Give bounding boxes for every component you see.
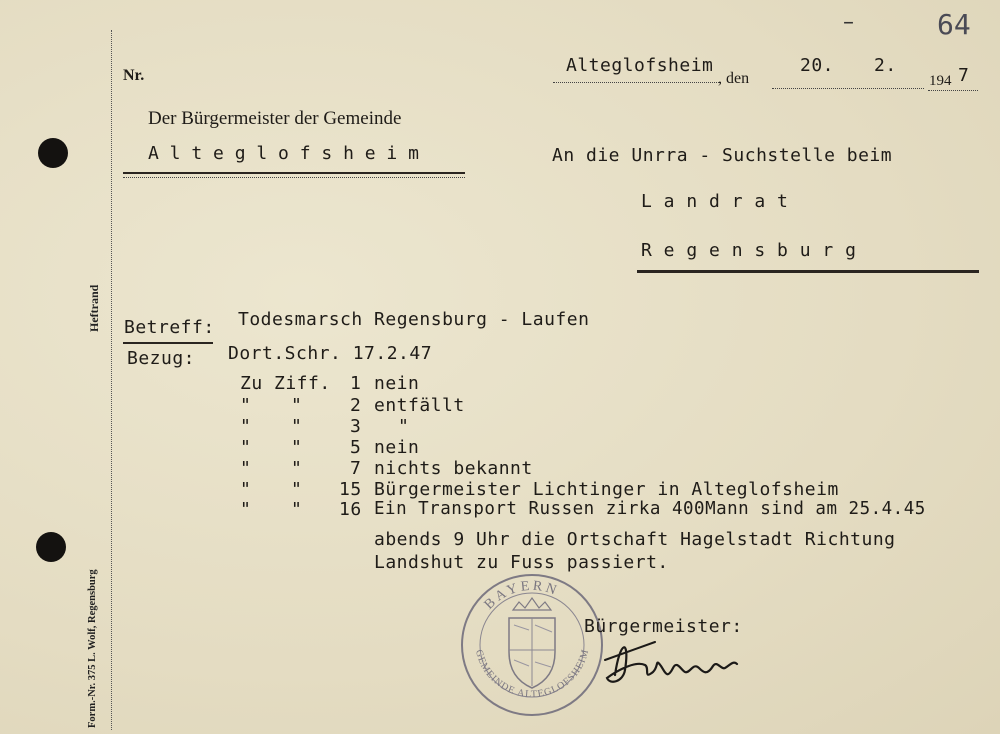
punch-hole-icon: [38, 138, 68, 168]
den-label: , den: [718, 70, 750, 87]
place-dotted-line: [553, 82, 721, 83]
item-col1: ": [240, 499, 252, 520]
betreff-value: Todesmarsch Regensburg - Laufen: [238, 309, 590, 330]
sender-underline: [123, 172, 465, 174]
item-col2: ": [291, 479, 303, 500]
archive-mark: –: [843, 10, 854, 35]
item-text: entfällt: [374, 395, 465, 416]
recipient-underline: [637, 270, 979, 273]
item-text: Ein Transport Russen zirka 400Mann sind am 25.4.45: [374, 499, 926, 519]
year-dotted-line: [928, 90, 978, 91]
sender-dotted-underline: [123, 177, 465, 178]
item-col2: ": [291, 437, 303, 458]
handwritten-signature-icon: [595, 630, 745, 690]
recipient-line1: An die Unrra - Suchstelle beim: [552, 145, 893, 166]
stamp-top-text: BAYERN: [481, 578, 562, 613]
stamp-ring-text: GEMEINDE ALTEGLOFSHEIM: [472, 647, 592, 701]
item-text: ": [398, 416, 410, 437]
item-col1: Zu: [240, 373, 263, 394]
sender-municipality: A l t e g l o f s h e i m: [148, 143, 419, 164]
betreff-underline: [123, 342, 213, 344]
item-text: Bürgermeister Lichtinger in Alteglofsheim: [374, 479, 839, 500]
year-suffix: 7: [958, 65, 969, 86]
place-name: Alteglofsheim: [566, 55, 714, 76]
date-dotted-line: [772, 88, 924, 89]
item-col2: ": [291, 395, 303, 416]
item-col2: ": [291, 458, 303, 479]
item-col1: ": [240, 395, 252, 416]
form-info-label: Form.-Nr. 375 L. Wolf, Regensburg: [87, 569, 98, 728]
sender-title: Der Bürgermeister der Gemeinde: [148, 108, 402, 129]
recipient-line3: R e g e n s b u r g: [641, 240, 857, 261]
item-number: 5: [350, 437, 362, 458]
item-number: 7: [350, 458, 362, 479]
archive-number: 64: [937, 8, 971, 41]
item-number: 3: [350, 416, 362, 437]
item-col2: ": [291, 499, 303, 520]
bezug-label: Bezug:: [127, 348, 196, 369]
date-day: 20.: [800, 55, 835, 76]
heftrand-label: Heftrand: [87, 284, 101, 332]
date-month: 2.: [874, 55, 897, 76]
item-col1: ": [240, 479, 252, 500]
item-col1: ": [240, 416, 252, 437]
item-number: 15: [339, 479, 362, 500]
recipient-line2: L a n d r a t: [641, 191, 789, 212]
continuation-line2: Landshut zu Fuss passiert.: [374, 552, 669, 573]
year-prefix: 194: [929, 73, 952, 89]
betreff-label: Betreff:: [124, 317, 215, 338]
item-col1: ": [240, 458, 252, 479]
item-col1: ": [240, 437, 252, 458]
item-number: 1: [350, 373, 362, 394]
bezug-value: Dort.Schr. 17.2.47: [228, 343, 433, 364]
nr-label: Nr.: [123, 67, 145, 84]
item-text: nein: [374, 437, 420, 458]
item-number: 2: [350, 395, 362, 416]
punch-hole-icon: [36, 532, 66, 562]
coat-of-arms-seal-icon: [457, 570, 607, 720]
continuation-line1: abends 9 Uhr die Ortschaft Hagelstadt Richtung: [374, 529, 896, 550]
item-col2: ": [291, 416, 303, 437]
margin-guide-line: [111, 30, 112, 730]
item-col2: Ziff.: [274, 373, 331, 394]
item-text: nichts bekannt: [374, 458, 533, 479]
signature-label: Bürgermeister:: [584, 616, 743, 637]
item-text: nein: [374, 373, 420, 394]
item-number: 16: [339, 499, 362, 520]
